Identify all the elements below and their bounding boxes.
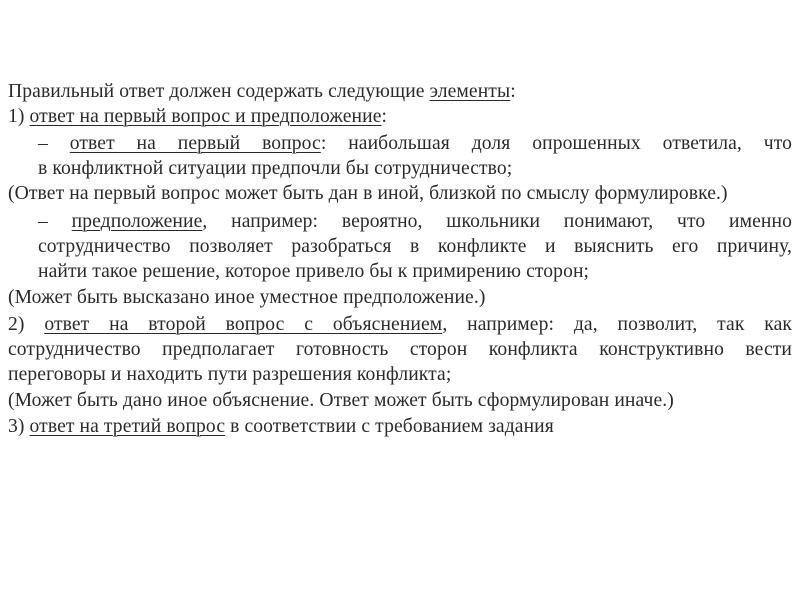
item-2-number: 2) [8, 314, 45, 335]
sub-2-title: предположение [71, 211, 203, 232]
sub-2-dash: – [38, 211, 72, 232]
item-3-line [8, 414, 792, 439]
item-3-text: в соответствии с требованием задания [225, 416, 554, 437]
note-3 [8, 388, 792, 413]
note-3-text: (Может быть дано иное объяснение. Ответ может быть сформулирован иначе.) [8, 390, 674, 411]
item-2-cont-2-text: переговоры и находить пути разрешения конфликта; [8, 364, 452, 385]
item-2-title: ответ на второй вопрос с объяснением [44, 314, 443, 335]
note-2-text: (Может быть высказано иное уместное предположение.) [8, 287, 486, 308]
intro-underlined: элементы [429, 81, 511, 102]
item-1-title: ответ на первый вопрос и предположение [29, 106, 382, 127]
item-1-colon: : [381, 106, 388, 127]
note-1-text: (Ответ на первый вопрос может быть дан в иной, близкой по смыслу формулировке.) [8, 183, 728, 204]
intro-colon: : [510, 81, 516, 102]
sub-2-cont-1-text: сотрудничество позволяет разобраться в конфликте и выяснить его причину, [38, 236, 792, 257]
item-2-continuation-2 [8, 362, 792, 387]
item-1-number: 1) [8, 106, 30, 127]
sub-1-continuation [38, 156, 792, 181]
item-3-number: 3) [8, 416, 30, 437]
sub-1-line [38, 131, 792, 156]
item-2-text: , например: да, позволит, так как [442, 314, 792, 335]
item-2-line [8, 312, 792, 337]
sub-1-text: : наибольшая доля опрошенных ответила, что [320, 133, 792, 154]
sub-2-text: , например: вероятно, школьники понимают, что именно [202, 211, 792, 232]
sub-2-line [38, 209, 792, 234]
sub-1-dash: – [38, 133, 70, 154]
sub-2-cont-2-text: найти такое решение, которое привело бы к примирению сторон; [38, 261, 590, 282]
item-2-continuation-1 [8, 337, 792, 362]
intro-text: Правильный ответ должен содержать следующие [8, 81, 430, 102]
intro-line [8, 79, 792, 104]
item-3-title: ответ на третий вопрос [29, 416, 226, 437]
note-2 [8, 285, 792, 310]
sub-2-continuation-1 [38, 234, 792, 259]
item-2-cont-1-text: сотрудничество предполагает готовность сторон конфликта конструктивно вести [8, 339, 792, 360]
sub-2-continuation-2 [38, 259, 792, 284]
item-1-line [8, 104, 792, 129]
sub-1-cont-text: в конфликтной ситуации предпочли бы сотрудничество; [38, 158, 513, 179]
sub-1-title: ответ на первый вопрос [69, 133, 321, 154]
note-1 [8, 181, 792, 206]
